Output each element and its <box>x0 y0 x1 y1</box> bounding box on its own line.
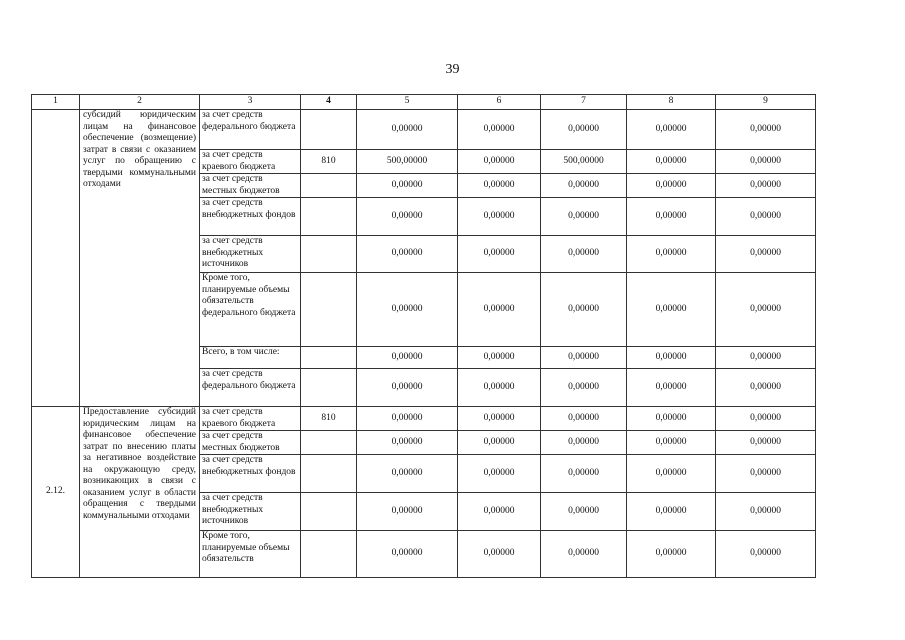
value-col-9: 0,00000 <box>716 273 816 347</box>
budget-code <box>301 110 357 150</box>
header-cell: 4 <box>301 95 357 110</box>
value-col-8: 0,00000 <box>627 150 716 174</box>
value-col-8: 0,00000 <box>627 273 716 347</box>
table-row <box>32 407 816 431</box>
value-col-9: 0,00000 <box>716 493 816 531</box>
funding-source: за счет средств краевого бюджета <box>200 150 301 174</box>
value-col-9: 0,00000 <box>716 369 816 407</box>
funding-source: за счет средств краевого бюджета <box>200 407 301 431</box>
funding-source: за счет средств внебюджетных источников <box>200 493 301 531</box>
funding-source: за счет средств внебюджетных источников <box>200 236 301 273</box>
header-cell: 2 <box>80 95 200 110</box>
item-index: 2.12. <box>32 407 80 578</box>
value-col-6: 0,00000 <box>458 531 541 578</box>
value-col-8: 0,00000 <box>627 236 716 273</box>
budget-code: 810 <box>301 407 357 431</box>
value-col-7: 0,00000 <box>541 493 627 531</box>
budget-code <box>301 347 357 369</box>
value-col-9: 0,00000 <box>716 531 816 578</box>
value-col-7: 0,00000 <box>541 198 627 236</box>
value-col-7: 0,00000 <box>541 455 627 493</box>
value-col-6: 0,00000 <box>458 455 541 493</box>
header-cell: 6 <box>458 95 541 110</box>
header-row <box>32 95 816 110</box>
header-cell: 8 <box>627 95 716 110</box>
value-col-9: 0,00000 <box>716 431 816 455</box>
value-col-6: 0,00000 <box>458 369 541 407</box>
value-col-9: 0,00000 <box>716 198 816 236</box>
value-col-6: 0,00000 <box>458 431 541 455</box>
value-col-5: 0,00000 <box>357 174 458 198</box>
value-col-5: 0,00000 <box>357 236 458 273</box>
value-col-6: 0,00000 <box>458 198 541 236</box>
header-cell: 5 <box>357 95 458 110</box>
item-index <box>32 110 80 407</box>
value-col-9: 0,00000 <box>716 110 816 150</box>
budget-code <box>301 531 357 578</box>
value-col-5: 0,00000 <box>357 369 458 407</box>
funding-source: за счет средств местных бюджетов <box>200 431 301 455</box>
value-col-5: 0,00000 <box>357 493 458 531</box>
header-cell: 3 <box>200 95 301 110</box>
value-col-7: 0,00000 <box>541 431 627 455</box>
value-col-9: 0,00000 <box>716 407 816 431</box>
value-col-8: 0,00000 <box>627 531 716 578</box>
value-col-9: 0,00000 <box>716 150 816 174</box>
funding-source: за счет средств федерального бюджета <box>200 369 301 407</box>
value-col-5: 0,00000 <box>357 198 458 236</box>
value-col-9: 0,00000 <box>716 236 816 273</box>
value-col-7: 0,00000 <box>541 347 627 369</box>
budget-code <box>301 198 357 236</box>
value-col-8: 0,00000 <box>627 369 716 407</box>
value-col-9: 0,00000 <box>716 174 816 198</box>
value-col-5: 500,00000 <box>357 150 458 174</box>
value-col-6: 0,00000 <box>458 407 541 431</box>
value-col-7: 0,00000 <box>541 531 627 578</box>
value-col-7: 0,00000 <box>541 407 627 431</box>
funding-source: за счет средств внебюджетных фондов <box>200 198 301 236</box>
block-1 <box>32 110 816 407</box>
value-col-8: 0,00000 <box>627 431 716 455</box>
value-col-6: 0,00000 <box>458 273 541 347</box>
funding-source: Всего, в том числе: <box>200 347 301 369</box>
value-col-8: 0,00000 <box>627 407 716 431</box>
funding-source: Кроме того, планируемые объемы обязательств <box>200 531 301 578</box>
value-col-8: 0,00000 <box>627 198 716 236</box>
budget-code <box>301 431 357 455</box>
value-col-8: 0,00000 <box>627 455 716 493</box>
item-description: Предоставление субсидий юридическим лицам на финансовое обеспечение затрат по внесению платы за негативное воздействие на окружающую среду, возникающих в связи с оказанием услуг в области обращения с твердыми коммунальными отходами <box>80 407 200 578</box>
header-cell: 1 <box>32 95 80 110</box>
funding-source: за счет средств внебюджетных фондов <box>200 455 301 493</box>
value-col-6: 0,00000 <box>458 110 541 150</box>
budget-code <box>301 369 357 407</box>
value-col-5: 0,00000 <box>357 431 458 455</box>
value-col-5: 0,00000 <box>357 110 458 150</box>
value-col-5: 0,00000 <box>357 455 458 493</box>
block-2 <box>32 407 816 578</box>
header-cell: 7 <box>541 95 627 110</box>
value-col-7: 0,00000 <box>541 174 627 198</box>
value-col-9: 0,00000 <box>716 455 816 493</box>
funding-source: за счет средств местных бюджетов <box>200 174 301 198</box>
value-col-5: 0,00000 <box>357 273 458 347</box>
header-cell: 9 <box>716 95 816 110</box>
budget-code <box>301 493 357 531</box>
value-col-6: 0,00000 <box>458 493 541 531</box>
value-col-6: 0,00000 <box>458 174 541 198</box>
value-col-7: 0,00000 <box>541 369 627 407</box>
budget-code <box>301 236 357 273</box>
budget-table <box>31 94 816 578</box>
funding-source: Кроме того, планируемые объемы обязательств федерального бюджета <box>200 273 301 347</box>
value-col-5: 0,00000 <box>357 347 458 369</box>
value-col-8: 0,00000 <box>627 493 716 531</box>
table-row <box>32 110 816 150</box>
funding-source: за счет средств федерального бюджета <box>200 110 301 150</box>
value-col-6: 0,00000 <box>458 150 541 174</box>
item-description: субсидий юридическим лицам на финансовое обеспечение (возмещение) затрат в связи с оказанием услуг по обращению с твердыми коммунальными отходами <box>80 110 200 407</box>
value-col-7: 500,00000 <box>541 150 627 174</box>
value-col-6: 0,00000 <box>458 347 541 369</box>
page-number: 39 <box>445 62 460 77</box>
value-col-7: 0,00000 <box>541 110 627 150</box>
value-col-8: 0,00000 <box>627 110 716 150</box>
budget-code <box>301 455 357 493</box>
budget-code <box>301 174 357 198</box>
budget-code: 810 <box>301 150 357 174</box>
value-col-8: 0,00000 <box>627 174 716 198</box>
value-col-5: 0,00000 <box>357 531 458 578</box>
value-col-7: 0,00000 <box>541 273 627 347</box>
value-col-9: 0,00000 <box>716 347 816 369</box>
value-col-8: 0,00000 <box>627 347 716 369</box>
value-col-6: 0,00000 <box>458 236 541 273</box>
value-col-5: 0,00000 <box>357 407 458 431</box>
value-col-7: 0,00000 <box>541 236 627 273</box>
budget-code <box>301 273 357 347</box>
